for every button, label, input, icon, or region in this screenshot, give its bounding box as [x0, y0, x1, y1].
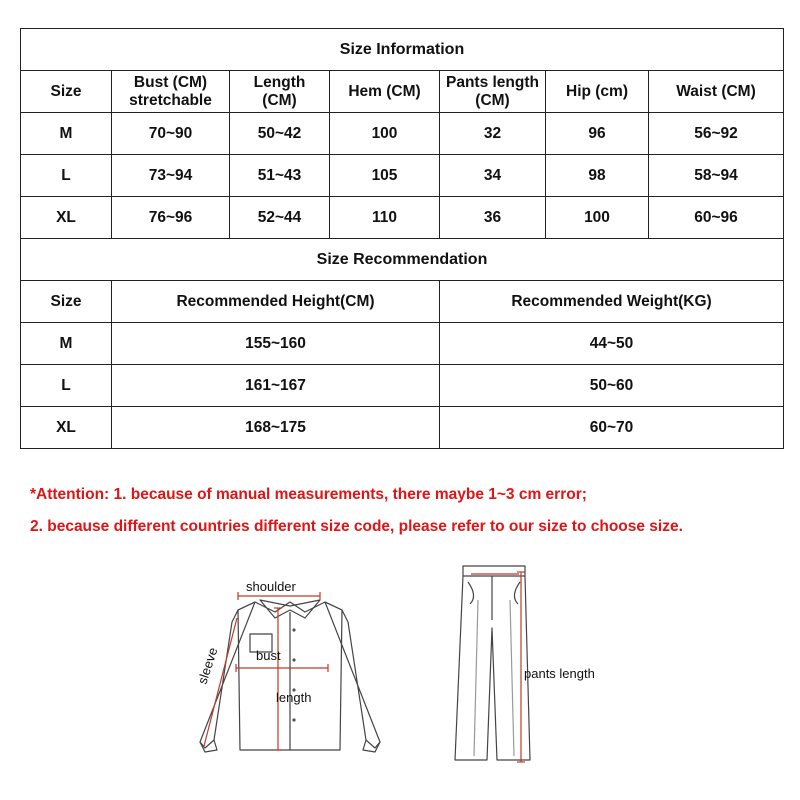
- cell: M: [21, 113, 112, 155]
- header-hem: Hem (CM): [330, 71, 440, 113]
- attention-line-1: *Attention: 1. because of manual measurements, there maybe 1~3 cm error;: [30, 486, 587, 503]
- cell: XL: [21, 407, 112, 449]
- cell: 70~90: [112, 113, 230, 155]
- shirt-right-cuff: [363, 740, 380, 752]
- bust-label: bust: [256, 648, 281, 663]
- cell: XL: [21, 197, 112, 239]
- cell: 110: [330, 197, 440, 239]
- cell: 100: [546, 197, 649, 239]
- pants-pocket-right: [514, 582, 520, 604]
- cell: 32: [440, 113, 546, 155]
- sleeve-label: sleeve: [194, 645, 221, 686]
- cell: 56~92: [649, 113, 784, 155]
- cell: 34: [440, 155, 546, 197]
- cell: M: [21, 323, 112, 365]
- cell: 50~42: [230, 113, 330, 155]
- table-row: [21, 155, 784, 197]
- button-dot: [292, 628, 295, 631]
- button-dot: [292, 658, 295, 661]
- pants-crease-right: [510, 600, 514, 756]
- cell: 105: [330, 155, 440, 197]
- cell: 52~44: [230, 197, 330, 239]
- cell: 155~160: [112, 323, 440, 365]
- shirt-illustration: [200, 600, 380, 752]
- measurement-diagram: [0, 560, 800, 800]
- header-length: Length (CM): [230, 71, 330, 113]
- size-rec-header-row: [21, 281, 784, 323]
- cell: 73~94: [112, 155, 230, 197]
- header-size: Size: [21, 281, 112, 323]
- table-row: [21, 365, 784, 407]
- cell: L: [21, 365, 112, 407]
- header-recommended-height: Recommended Height(CM): [112, 281, 440, 323]
- pants-crease-left: [474, 600, 478, 756]
- pants-illustration: [455, 566, 530, 760]
- cell: 36: [440, 197, 546, 239]
- header-size: Size: [21, 71, 112, 113]
- length-label: length: [276, 690, 312, 705]
- table-row: [21, 113, 784, 155]
- attention-line-2: 2. because different countries different size code, please refer to our size to choose size.: [30, 518, 683, 535]
- shirt-left-cuff: [200, 740, 217, 752]
- header-waist: Waist (CM): [649, 71, 784, 113]
- size-recommendation-title: Size Recommendation: [21, 239, 784, 281]
- cell: 60~70: [440, 407, 784, 449]
- cell: L: [21, 155, 112, 197]
- size-information-title: Size Information: [21, 29, 784, 71]
- cell: 161~167: [112, 365, 440, 407]
- cell: 100: [330, 113, 440, 155]
- pants-length-label: pants length: [524, 666, 595, 681]
- header-hip: Hip (cm): [546, 71, 649, 113]
- cell: 51~43: [230, 155, 330, 197]
- cell: 96: [546, 113, 649, 155]
- cell: 98: [546, 155, 649, 197]
- table-row: [21, 323, 784, 365]
- header-recommended-weight: Recommended Weight(KG): [440, 281, 784, 323]
- header-bust: Bust (CM) stretchable: [112, 71, 230, 113]
- shoulder-label: shoulder: [246, 579, 296, 594]
- table-row: [21, 407, 784, 449]
- cell: 50~60: [440, 365, 784, 407]
- pants-pocket-left: [468, 582, 474, 604]
- table-row: [21, 197, 784, 239]
- cell: 60~96: [649, 197, 784, 239]
- header-pants-length: Pants length (CM): [440, 71, 546, 113]
- cell: 76~96: [112, 197, 230, 239]
- size-info-header-row: [21, 71, 784, 113]
- button-dot: [292, 718, 295, 721]
- size-table: [20, 28, 784, 449]
- cell: 44~50: [440, 323, 784, 365]
- shirt-buttons: [292, 628, 295, 721]
- shirt-right-sleeve: [325, 602, 380, 748]
- cell: 58~94: [649, 155, 784, 197]
- cell: 168~175: [112, 407, 440, 449]
